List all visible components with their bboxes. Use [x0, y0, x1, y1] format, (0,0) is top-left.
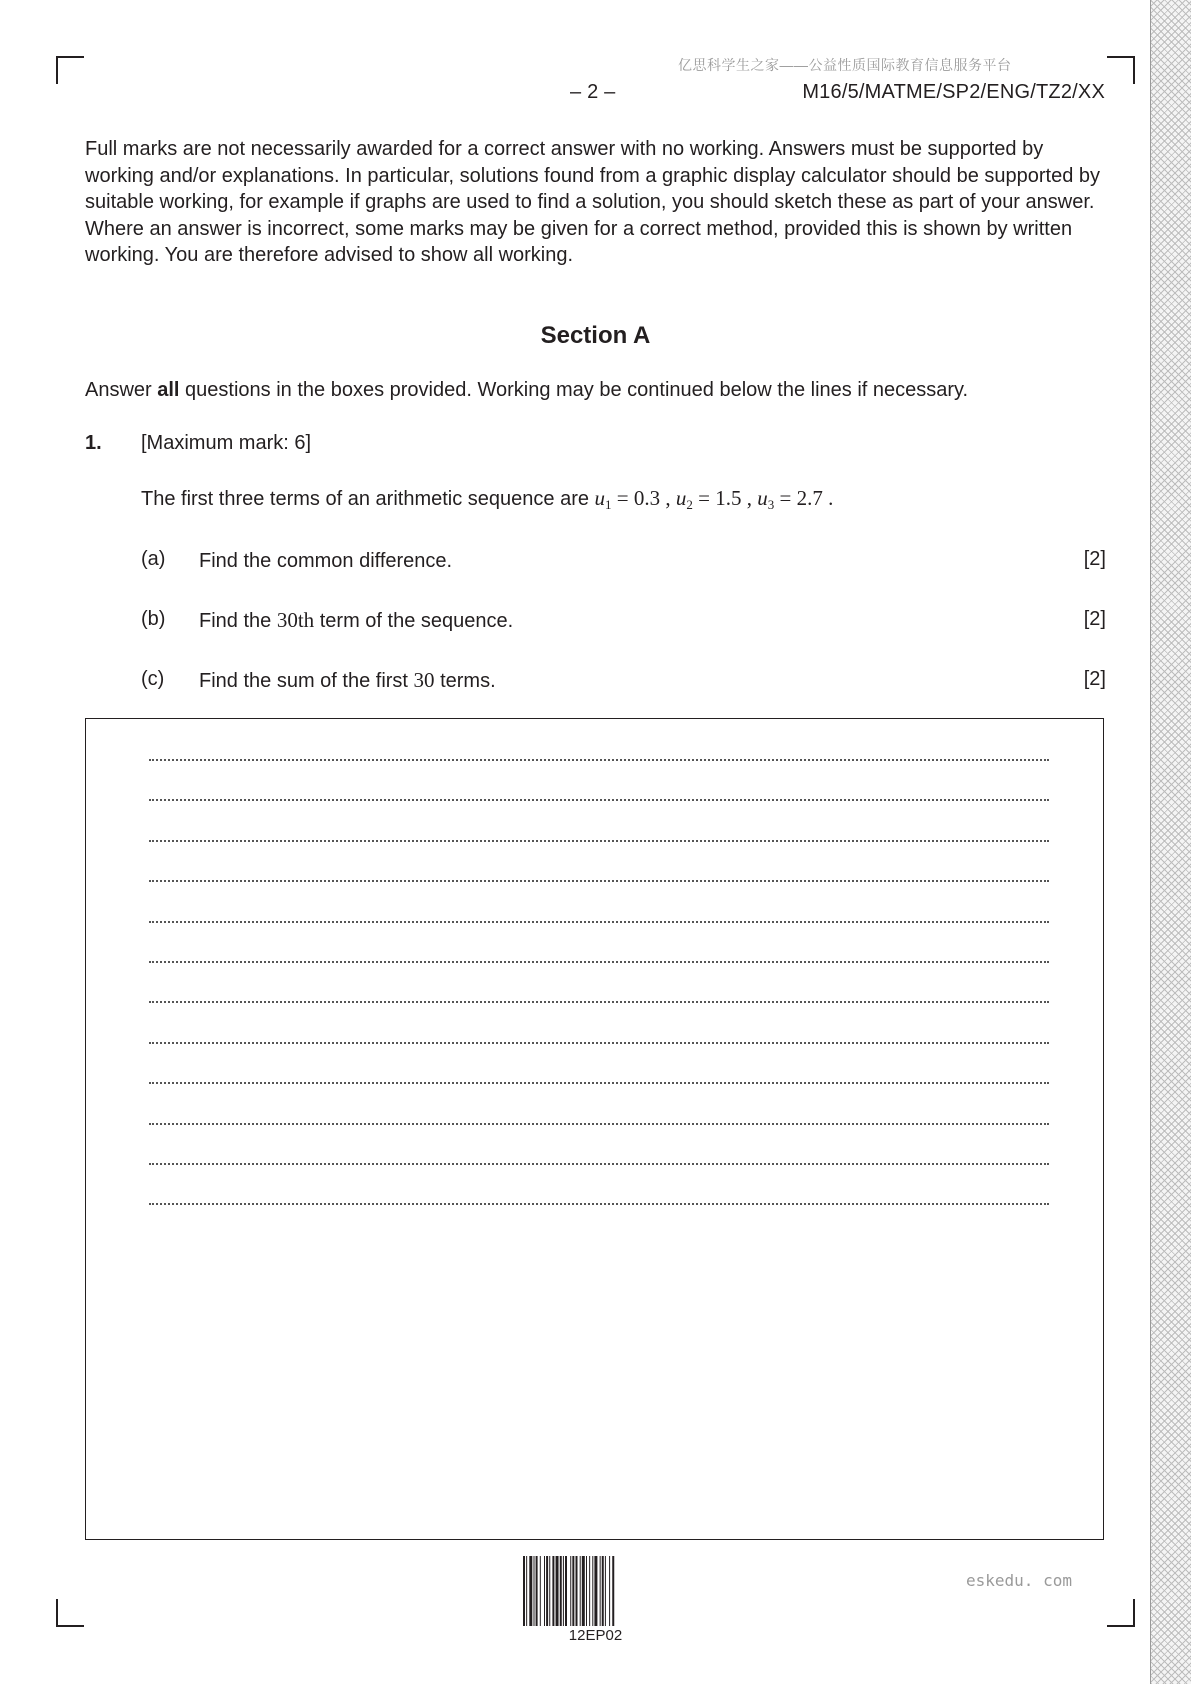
answer-dotted-line — [149, 1038, 1049, 1044]
part-text — [199, 548, 452, 573]
part-label: (c) — [141, 668, 165, 690]
answer-dotted-line — [149, 755, 1049, 761]
instruction-emphasis: all — [157, 379, 180, 401]
barcode-bar — [572, 1556, 574, 1626]
term-separator: . — [822, 486, 834, 510]
header-watermark: 亿思科学生之家——公益性质国际教育信息服务平台 — [678, 57, 1012, 73]
barcode-bar — [605, 1556, 606, 1626]
barcode-bar — [526, 1556, 527, 1626]
term-variable: u — [675, 486, 687, 510]
term-separator: , — [660, 486, 676, 510]
question-stem — [141, 486, 833, 513]
barcode-bar — [586, 1556, 587, 1626]
barcode-label: 12EP02 — [568, 1627, 623, 1644]
barcode-bar — [552, 1556, 554, 1626]
barcode-bar — [544, 1556, 545, 1626]
section-instruction — [85, 379, 968, 402]
barcode-bar — [589, 1556, 590, 1626]
part-text — [199, 608, 513, 633]
instructions-paragraph: Full marks are not necessarily awarded for a correct answer with no working. Answers must be supported by working and/or explanations. In particular, solutions found from a graphic display calculator should be supported by suitable working, for example if graphs are used to find a solution, you should sketch these as part of your answer. Where an answer is incorrect, some marks may be given for a correct method, provided this is shown by written working. You are therefore advised to show all working. — [85, 138, 1101, 267]
question-number: 1. — [85, 432, 102, 454]
term-separator: , — [741, 486, 758, 510]
barcode-bar — [582, 1556, 585, 1626]
barcode-bar — [576, 1556, 578, 1626]
answer-dotted-line — [149, 836, 1049, 842]
part-marks: [2] — [1083, 668, 1106, 690]
barcode-bar — [570, 1556, 571, 1626]
crop-mark-bottom-right — [1107, 1599, 1135, 1627]
term-subscript: 1 — [605, 497, 612, 512]
term-value: = 2.7 — [774, 486, 823, 510]
answer-dotted-line — [149, 1078, 1049, 1084]
page-number: – 2 – — [570, 81, 616, 103]
barcode-bar — [565, 1556, 567, 1626]
term-subscript: 2 — [686, 497, 693, 512]
part-marks: [2] — [1083, 548, 1106, 570]
barcode-bar — [563, 1556, 564, 1626]
question-max-mark: [Maximum mark: 6] — [141, 432, 312, 454]
barcode-bar — [540, 1556, 541, 1626]
crop-mark-top-left — [56, 56, 84, 84]
crop-mark-top-right — [1107, 56, 1135, 84]
answer-dotted-line — [149, 1159, 1049, 1165]
barcode-bar — [600, 1556, 601, 1626]
part-math: 30th — [276, 608, 315, 632]
barcode-bar — [580, 1556, 581, 1626]
part-text-start: Find the sum of the first — [199, 670, 414, 692]
part-text-start: Find the — [199, 610, 277, 632]
sequence-terms — [595, 486, 834, 510]
part-text-end: terms. — [434, 670, 496, 692]
answer-box[interactable] — [85, 718, 1104, 1540]
answer-dotted-line — [149, 917, 1049, 923]
part-marks: [2] — [1083, 608, 1106, 630]
part-label: (a) — [141, 548, 166, 570]
term-variable: u — [594, 486, 606, 510]
term-variable: u — [757, 486, 768, 510]
answer-dotted-line — [149, 1119, 1049, 1125]
barcode-bar — [556, 1556, 559, 1626]
barcode-bar — [546, 1556, 548, 1626]
answer-dotted-line — [149, 1199, 1049, 1205]
barcode-bar — [560, 1556, 562, 1626]
part-math: 30 — [413, 668, 435, 692]
barcode-bar — [534, 1556, 535, 1626]
footer-watermark: eskedu. com — [966, 1571, 1072, 1590]
term-value: = 1.5 — [692, 486, 742, 510]
stem-text: The first three terms of an arithmetic sequence are — [141, 488, 595, 510]
answer-dotted-line — [149, 876, 1049, 882]
barcode-bar — [609, 1556, 610, 1626]
answer-dotted-line — [149, 957, 1049, 963]
barcode-bar — [523, 1556, 525, 1626]
instruction-text-end: questions in the boxes provided. Working may be continued below the lines if necessary. — [179, 379, 969, 401]
barcode-bar — [612, 1556, 614, 1626]
instruction-text-start: Answer — [85, 379, 158, 401]
term-value: = 0.3 — [611, 486, 661, 510]
part-text-end: term of the sequence. — [314, 610, 514, 632]
barcode-bar — [536, 1556, 538, 1626]
paper-code: M16/5/MATME/SP2/ENG/TZ2/XX — [802, 81, 1105, 103]
barcode-bar — [592, 1556, 593, 1626]
crop-mark-bottom-left — [56, 1599, 84, 1627]
barcode-bar — [594, 1556, 597, 1626]
barcode — [523, 1556, 668, 1626]
barcode-bar — [602, 1556, 604, 1626]
term-subscript: 3 — [767, 497, 775, 512]
section-title: Section A — [540, 322, 651, 349]
barcode-bar — [549, 1556, 550, 1626]
part-label: (b) — [141, 608, 166, 630]
answer-dotted-line — [149, 795, 1049, 801]
page-edge-strip — [1150, 0, 1191, 1684]
answer-dotted-line — [149, 997, 1049, 1003]
barcode-bar — [529, 1556, 532, 1626]
part-text-start: Find the common difference. — [199, 550, 453, 572]
part-text — [199, 668, 496, 693]
